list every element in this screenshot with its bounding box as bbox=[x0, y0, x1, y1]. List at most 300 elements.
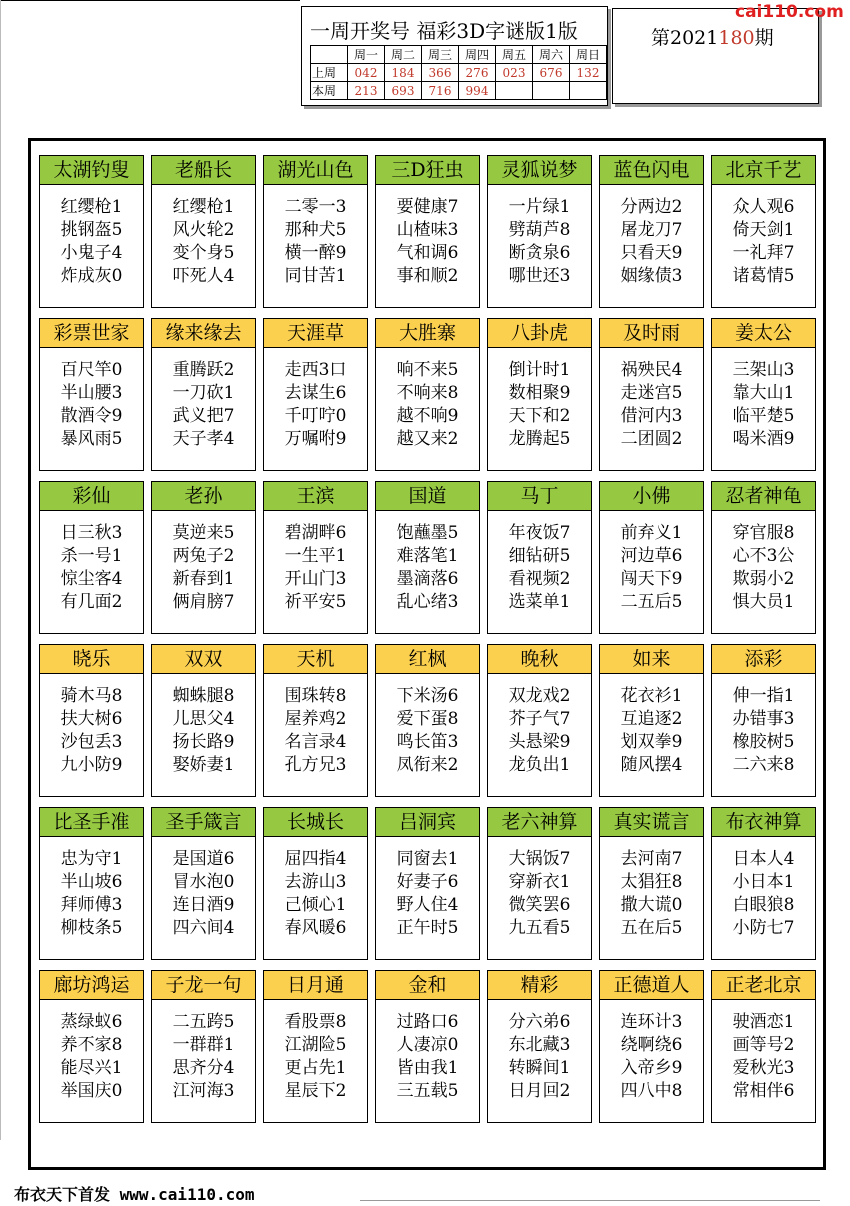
riddle-line: 气和调6 bbox=[396, 243, 459, 263]
riddle-line: 一片绿1 bbox=[508, 197, 571, 217]
weekday-sat: 周六 bbox=[533, 46, 570, 64]
puzzle-card-title: 子龙一句 bbox=[151, 970, 256, 1000]
puzzle-card bbox=[375, 481, 480, 634]
riddle-line: 分两边2 bbox=[620, 197, 683, 217]
puzzle-card bbox=[263, 481, 368, 634]
puzzle-card-title: 双双 bbox=[151, 644, 256, 674]
riddle-line: 娶娇妻1 bbox=[172, 755, 235, 775]
riddle-line: 春风暖6 bbox=[284, 918, 347, 938]
puzzle-card bbox=[151, 644, 256, 797]
puzzle-card-title: 天机 bbox=[263, 644, 368, 674]
draw-number: 132 bbox=[570, 64, 607, 82]
puzzle-card-body bbox=[40, 685, 143, 777]
riddle-line: 穿官服8 bbox=[732, 523, 795, 543]
riddle-line: 屠龙刀7 bbox=[620, 220, 683, 240]
riddle-line: 转瞬间1 bbox=[508, 1058, 571, 1078]
riddle-line: 欺弱小2 bbox=[732, 569, 795, 589]
riddle-line: 看股票8 bbox=[284, 1012, 347, 1032]
puzzle-card-body bbox=[40, 522, 143, 614]
puzzle-card-title: 正老北京 bbox=[711, 970, 816, 1000]
puzzle-card-body bbox=[264, 359, 367, 451]
puzzle-card bbox=[487, 318, 592, 471]
riddle-line: 互追逐2 bbox=[620, 709, 683, 729]
riddle-line: 小防七7 bbox=[732, 918, 795, 938]
puzzle-card-title: 老六神算 bbox=[487, 807, 592, 837]
riddle-line: 驶酒恋1 bbox=[732, 1012, 795, 1032]
riddle-line: 爱下蛋8 bbox=[396, 709, 459, 729]
riddle-line: 万嘱咐9 bbox=[284, 429, 347, 449]
puzzle-card bbox=[375, 970, 480, 1123]
puzzle-card-body bbox=[488, 522, 591, 614]
riddle-line: 凤衔来2 bbox=[396, 755, 459, 775]
riddle-line: 走西3口 bbox=[284, 360, 347, 380]
riddle-line: 红缨枪1 bbox=[60, 197, 123, 217]
puzzle-card-title: 吕洞宾 bbox=[375, 807, 480, 837]
riddle-line: 半山腰3 bbox=[60, 383, 123, 403]
riddle-line: 俩肩膀7 bbox=[172, 592, 235, 612]
riddle-line: 鸣长笛3 bbox=[396, 732, 459, 752]
riddle-line: 山楂味3 bbox=[396, 220, 459, 240]
riddle-line: 江湖险5 bbox=[284, 1035, 347, 1055]
riddle-line: 二五跨5 bbox=[172, 1012, 235, 1032]
puzzle-card-body bbox=[152, 685, 255, 777]
puzzle-card-title: 小佛 bbox=[599, 481, 704, 511]
puzzle-card-title: 金和 bbox=[375, 970, 480, 1000]
riddle-line: 越又来2 bbox=[396, 429, 459, 449]
puzzle-card-body bbox=[600, 522, 703, 614]
riddle-line: 两兔子2 bbox=[172, 546, 235, 566]
puzzle-card-title: 添彩 bbox=[711, 644, 816, 674]
riddle-line: 划双拳9 bbox=[620, 732, 683, 752]
riddle-line: 穿新衣1 bbox=[508, 872, 571, 892]
riddle-line: 扬长路9 bbox=[172, 732, 235, 752]
riddle-line: 大锅饭7 bbox=[508, 849, 571, 869]
riddle-line: 墨滴落6 bbox=[396, 569, 459, 589]
riddle-line: 细钻研5 bbox=[508, 546, 571, 566]
draw-number: 276 bbox=[459, 64, 496, 82]
puzzle-card bbox=[39, 481, 144, 634]
riddle-line: 去游山3 bbox=[284, 872, 347, 892]
riddle-line: 事和顺2 bbox=[396, 266, 459, 286]
puzzle-card-body bbox=[40, 848, 143, 940]
puzzle-card-body bbox=[712, 685, 815, 777]
riddle-line: 不响来8 bbox=[396, 383, 459, 403]
riddle-line: 吓死人4 bbox=[172, 266, 235, 286]
riddle-line: 柳枝条5 bbox=[60, 918, 123, 938]
riddle-line: 野人住4 bbox=[396, 895, 459, 915]
period-label bbox=[651, 23, 774, 50]
puzzle-card bbox=[487, 644, 592, 797]
puzzle-card-body bbox=[264, 848, 367, 940]
riddle-line: 前弃义1 bbox=[620, 523, 683, 543]
riddle-line: 倚天剑1 bbox=[732, 220, 795, 240]
puzzle-card bbox=[151, 807, 256, 960]
riddle-line: 新春到1 bbox=[172, 569, 235, 589]
riddle-line: 屋养鸡2 bbox=[284, 709, 347, 729]
puzzle-card-body bbox=[376, 196, 479, 288]
puzzle-card-title: 八卦虎 bbox=[487, 318, 592, 348]
riddle-line: 名言录4 bbox=[284, 732, 347, 752]
weekday-fri: 周五 bbox=[496, 46, 533, 64]
riddle-line: 一礼拜7 bbox=[732, 243, 795, 263]
puzzle-card-title: 正德道人 bbox=[599, 970, 704, 1000]
draw-number: 693 bbox=[385, 82, 422, 100]
riddle-line: 饱蘸墨5 bbox=[396, 523, 459, 543]
riddle-line: 二零一3 bbox=[284, 197, 347, 217]
riddle-line: 那种犬5 bbox=[284, 220, 347, 240]
puzzle-card-body bbox=[152, 196, 255, 288]
puzzle-card-title: 缘来缘去 bbox=[151, 318, 256, 348]
puzzle-card-title: 马丁 bbox=[487, 481, 592, 511]
puzzle-card-body bbox=[600, 685, 703, 777]
riddle-line: 皆由我1 bbox=[396, 1058, 459, 1078]
puzzle-card bbox=[711, 970, 816, 1123]
riddle-line: 星辰下2 bbox=[284, 1081, 347, 1101]
row-label: 本周 bbox=[311, 82, 348, 100]
puzzle-card bbox=[375, 644, 480, 797]
draw-number bbox=[533, 82, 570, 100]
puzzle-card bbox=[375, 318, 480, 471]
puzzle-card bbox=[151, 155, 256, 308]
puzzle-card-body bbox=[264, 522, 367, 614]
riddle-line: 围珠转8 bbox=[284, 686, 347, 706]
riddle-line: 入帝乡9 bbox=[620, 1058, 683, 1078]
corner-cell bbox=[311, 46, 348, 64]
draw-number: 184 bbox=[385, 64, 422, 82]
riddle-line: 办错事3 bbox=[732, 709, 795, 729]
puzzle-card-body bbox=[600, 359, 703, 451]
puzzle-card-body bbox=[712, 848, 815, 940]
riddle-line: 日本人4 bbox=[732, 849, 795, 869]
riddle-line: 蜘蛛腿8 bbox=[172, 686, 235, 706]
riddle-line: 画等号2 bbox=[732, 1035, 795, 1055]
puzzle-card-body bbox=[488, 685, 591, 777]
riddle-line: 双龙戏2 bbox=[508, 686, 571, 706]
riddle-line: 只看天9 bbox=[620, 243, 683, 263]
riddle-line: 橡胶树5 bbox=[732, 732, 795, 752]
puzzle-card-body bbox=[40, 1011, 143, 1103]
puzzle-card-title: 灵狐说梦 bbox=[487, 155, 592, 185]
riddle-line: 花衣衫1 bbox=[620, 686, 683, 706]
puzzle-card-title: 王滨 bbox=[263, 481, 368, 511]
weekday-thu: 周四 bbox=[459, 46, 496, 64]
puzzle-card-body bbox=[600, 196, 703, 288]
riddle-line: 儿思父4 bbox=[172, 709, 235, 729]
riddle-line: 沙包丢3 bbox=[60, 732, 123, 752]
puzzle-card-title: 及时雨 bbox=[599, 318, 704, 348]
puzzle-card-body bbox=[152, 1011, 255, 1103]
riddle-line: 横一醉9 bbox=[284, 243, 347, 263]
riddle-line: 惧大员1 bbox=[732, 592, 795, 612]
puzzle-card-body bbox=[712, 196, 815, 288]
riddle-line: 哪世还3 bbox=[508, 266, 571, 286]
weekday-header-row bbox=[311, 46, 607, 64]
riddle-line: 二五后5 bbox=[620, 592, 683, 612]
puzzle-card-body bbox=[712, 1011, 815, 1103]
riddle-line: 百尺竿0 bbox=[60, 360, 123, 380]
puzzle-card bbox=[711, 155, 816, 308]
riddle-line: 小鬼子4 bbox=[60, 243, 123, 263]
puzzle-card bbox=[599, 644, 704, 797]
puzzle-card bbox=[39, 970, 144, 1123]
riddle-line: 二团圆2 bbox=[620, 429, 683, 449]
riddle-line: 四六间4 bbox=[172, 918, 235, 938]
last-week-row bbox=[311, 64, 607, 82]
puzzle-card-title: 晓乐 bbox=[39, 644, 144, 674]
riddle-line: 正午时5 bbox=[396, 918, 459, 938]
period-number: 180 bbox=[718, 27, 755, 49]
riddle-line: 更占先1 bbox=[284, 1058, 347, 1078]
draw-number: 023 bbox=[496, 64, 533, 82]
riddle-line: 诸葛情5 bbox=[732, 266, 795, 286]
riddle-line: 倒计时1 bbox=[508, 360, 571, 380]
riddle-line: 闯天下9 bbox=[620, 569, 683, 589]
riddle-line: 难落笔1 bbox=[396, 546, 459, 566]
riddle-line: 一刀砍1 bbox=[172, 383, 235, 403]
puzzle-card-title: 布衣神算 bbox=[711, 807, 816, 837]
riddle-line: 江河海3 bbox=[172, 1081, 235, 1101]
row-label: 上周 bbox=[311, 64, 348, 82]
riddle-line: 微笑罢6 bbox=[508, 895, 571, 915]
draw-number bbox=[496, 82, 533, 100]
riddle-line: 二六来8 bbox=[732, 755, 795, 775]
puzzle-card bbox=[263, 970, 368, 1123]
riddle-line: 龙腾起5 bbox=[508, 429, 571, 449]
riddle-line: 武义把7 bbox=[172, 406, 235, 426]
draw-results-table bbox=[310, 45, 607, 100]
riddle-line: 己倾心1 bbox=[284, 895, 347, 915]
puzzle-card bbox=[151, 481, 256, 634]
draw-number: 042 bbox=[348, 64, 385, 82]
riddle-line: 举国庆0 bbox=[60, 1081, 123, 1101]
riddle-line: 断贪泉6 bbox=[508, 243, 571, 263]
puzzle-card-title: 晚秋 bbox=[487, 644, 592, 674]
riddle-line: 四八中8 bbox=[620, 1081, 683, 1101]
riddle-line: 好妻子6 bbox=[396, 872, 459, 892]
riddle-line: 走迷宫5 bbox=[620, 383, 683, 403]
riddle-line: 连日酒9 bbox=[172, 895, 235, 915]
puzzle-card bbox=[711, 481, 816, 634]
riddle-line: 能尽兴1 bbox=[60, 1058, 123, 1078]
riddle-line: 天子孝4 bbox=[172, 429, 235, 449]
this-week-row bbox=[311, 82, 607, 100]
puzzle-card-title: 红枫 bbox=[375, 644, 480, 674]
weekday-sun: 周日 bbox=[570, 46, 607, 64]
puzzle-card bbox=[599, 970, 704, 1123]
footer-credit: 布衣天下首发 www.cai110.com bbox=[14, 1185, 255, 1204]
puzzle-card-body bbox=[264, 1011, 367, 1103]
puzzle-card-title: 老孙 bbox=[151, 481, 256, 511]
riddle-line: 五在后5 bbox=[620, 918, 683, 938]
puzzle-card-body bbox=[488, 1011, 591, 1103]
puzzle-card-body bbox=[40, 359, 143, 451]
puzzle-card-title: 彩仙 bbox=[39, 481, 144, 511]
riddle-line: 三架山3 bbox=[732, 360, 795, 380]
riddle-line: 临平楚5 bbox=[732, 406, 795, 426]
puzzle-card-body bbox=[376, 848, 479, 940]
draw-number: 366 bbox=[422, 64, 459, 82]
puzzle-card bbox=[263, 644, 368, 797]
riddle-line: 心不3公 bbox=[732, 546, 795, 566]
riddle-line: 劈葫芦8 bbox=[508, 220, 571, 240]
weekday-tue: 周二 bbox=[385, 46, 422, 64]
puzzle-card-body bbox=[376, 359, 479, 451]
riddle-line: 祸殃民4 bbox=[620, 360, 683, 380]
riddle-line: 连环计3 bbox=[620, 1012, 683, 1032]
puzzle-card-title: 蓝色闪电 bbox=[599, 155, 704, 185]
riddle-line: 数相聚9 bbox=[508, 383, 571, 403]
puzzle-card bbox=[599, 807, 704, 960]
riddle-line: 人凄凉0 bbox=[396, 1035, 459, 1055]
riddle-line: 越不响9 bbox=[396, 406, 459, 426]
puzzle-card-body bbox=[488, 359, 591, 451]
riddle-line: 东北藏3 bbox=[508, 1035, 571, 1055]
riddle-line: 莫逆来5 bbox=[172, 523, 235, 543]
puzzle-card-body bbox=[376, 1011, 479, 1103]
puzzle-card-title: 大胜寨 bbox=[375, 318, 480, 348]
puzzle-card-title: 比圣手准 bbox=[39, 807, 144, 837]
riddle-line: 碧湖畔6 bbox=[284, 523, 347, 543]
puzzle-card-title: 老船长 bbox=[151, 155, 256, 185]
puzzle-card bbox=[599, 481, 704, 634]
draw-number: 994 bbox=[459, 82, 496, 100]
puzzle-card-body bbox=[712, 522, 815, 614]
riddle-line: 姻缘债3 bbox=[620, 266, 683, 286]
puzzle-card-title: 三D狂虫 bbox=[375, 155, 480, 185]
puzzle-card bbox=[487, 970, 592, 1123]
puzzle-card-body bbox=[600, 848, 703, 940]
riddle-line: 同甘苦1 bbox=[284, 266, 347, 286]
puzzle-card-title: 北京千艺 bbox=[711, 155, 816, 185]
puzzle-card bbox=[711, 318, 816, 471]
riddle-line: 蒸绿蚁6 bbox=[60, 1012, 123, 1032]
puzzle-card bbox=[487, 155, 592, 308]
riddle-line: 众人观6 bbox=[732, 197, 795, 217]
riddle-line: 变个身5 bbox=[172, 243, 235, 263]
riddle-line: 喝米酒9 bbox=[732, 429, 795, 449]
puzzle-card-title: 彩票世家 bbox=[39, 318, 144, 348]
riddle-line: 九小防9 bbox=[60, 755, 123, 775]
puzzle-card-title: 忍者神龟 bbox=[711, 481, 816, 511]
riddle-line: 骑木马8 bbox=[60, 686, 123, 706]
riddle-line: 伸一指1 bbox=[732, 686, 795, 706]
riddle-line: 思齐分4 bbox=[172, 1058, 235, 1078]
riddle-line: 扶大树6 bbox=[60, 709, 123, 729]
riddle-line: 响不来5 bbox=[396, 360, 459, 380]
site-logo: cai110.com bbox=[735, 2, 844, 22]
puzzle-card-body bbox=[488, 848, 591, 940]
puzzle-card-body bbox=[152, 522, 255, 614]
puzzle-card bbox=[599, 155, 704, 308]
riddle-line: 选菜单1 bbox=[508, 592, 571, 612]
riddle-line: 乱心绪3 bbox=[396, 592, 459, 612]
riddle-line: 一群群1 bbox=[172, 1035, 235, 1055]
riddle-line: 小日本1 bbox=[732, 872, 795, 892]
riddle-line: 河边草6 bbox=[620, 546, 683, 566]
riddle-line: 天下和2 bbox=[508, 406, 571, 426]
riddle-line: 过路口6 bbox=[396, 1012, 459, 1032]
draw-number: 213 bbox=[348, 82, 385, 100]
puzzle-card-body bbox=[712, 359, 815, 451]
draw-number: 676 bbox=[533, 64, 570, 82]
riddle-line: 千叮咛0 bbox=[284, 406, 347, 426]
puzzle-card-title: 天涯草 bbox=[263, 318, 368, 348]
puzzle-card bbox=[263, 318, 368, 471]
riddle-line: 爱秋光3 bbox=[732, 1058, 795, 1078]
puzzle-card-title: 圣手箴言 bbox=[151, 807, 256, 837]
puzzle-card-title: 国道 bbox=[375, 481, 480, 511]
puzzle-card-title: 精彩 bbox=[487, 970, 592, 1000]
riddle-line: 分六弟6 bbox=[508, 1012, 571, 1032]
puzzle-card bbox=[599, 318, 704, 471]
puzzle-card-body bbox=[488, 196, 591, 288]
riddle-line: 一生平1 bbox=[284, 546, 347, 566]
riddle-line: 下米汤6 bbox=[396, 686, 459, 706]
riddle-line: 日三秋3 bbox=[60, 523, 123, 543]
riddle-line: 杀一号1 bbox=[60, 546, 123, 566]
riddle-line: 三五载5 bbox=[396, 1081, 459, 1101]
riddle-line: 白眼狼8 bbox=[732, 895, 795, 915]
period-box bbox=[612, 8, 819, 104]
riddle-line: 养不家8 bbox=[60, 1035, 123, 1055]
puzzle-card bbox=[39, 155, 144, 308]
riddle-line: 撒大谎0 bbox=[620, 895, 683, 915]
period-suffix: 期 bbox=[754, 27, 774, 49]
puzzle-card bbox=[151, 318, 256, 471]
puzzle-card bbox=[39, 318, 144, 471]
riddle-line: 借河内3 bbox=[620, 406, 683, 426]
riddle-line: 红缨枪1 bbox=[172, 197, 235, 217]
riddle-line: 同窗去1 bbox=[396, 849, 459, 869]
riddle-line: 九五看5 bbox=[508, 918, 571, 938]
riddle-line: 半山坡6 bbox=[60, 872, 123, 892]
puzzle-grid bbox=[28, 138, 826, 1170]
puzzle-card-title: 日月通 bbox=[263, 970, 368, 1000]
weekday-wed: 周三 bbox=[422, 46, 459, 64]
riddle-line: 要健康7 bbox=[396, 197, 459, 217]
puzzle-card-body bbox=[152, 359, 255, 451]
puzzle-card bbox=[487, 807, 592, 960]
puzzle-card-body bbox=[376, 522, 479, 614]
riddle-line: 暴风雨5 bbox=[60, 429, 123, 449]
riddle-line: 头悬梁9 bbox=[508, 732, 571, 752]
riddle-line: 靠大山1 bbox=[732, 383, 795, 403]
riddle-line: 年夜饭7 bbox=[508, 523, 571, 543]
draw-number bbox=[570, 82, 607, 100]
puzzle-card bbox=[487, 481, 592, 634]
puzzle-card bbox=[39, 644, 144, 797]
puzzle-card-body bbox=[264, 685, 367, 777]
puzzle-card bbox=[263, 155, 368, 308]
puzzle-card bbox=[375, 807, 480, 960]
puzzle-card-body bbox=[152, 848, 255, 940]
riddle-line: 看视频2 bbox=[508, 569, 571, 589]
period-prefix: 第2021 bbox=[651, 27, 719, 49]
riddle-line: 惊尘客4 bbox=[60, 569, 123, 589]
puzzle-card-title: 姜太公 bbox=[711, 318, 816, 348]
weekday-mon: 周一 bbox=[348, 46, 385, 64]
draw-results-box bbox=[301, 6, 608, 106]
puzzle-card bbox=[375, 155, 480, 308]
puzzle-card bbox=[711, 807, 816, 960]
riddle-line: 去河南7 bbox=[620, 849, 683, 869]
puzzle-card bbox=[39, 807, 144, 960]
puzzle-card bbox=[263, 807, 368, 960]
riddle-line: 有几面2 bbox=[60, 592, 123, 612]
riddle-line: 孔方兄3 bbox=[284, 755, 347, 775]
riddle-line: 祈平安5 bbox=[284, 592, 347, 612]
riddle-line: 屈四指4 bbox=[284, 849, 347, 869]
